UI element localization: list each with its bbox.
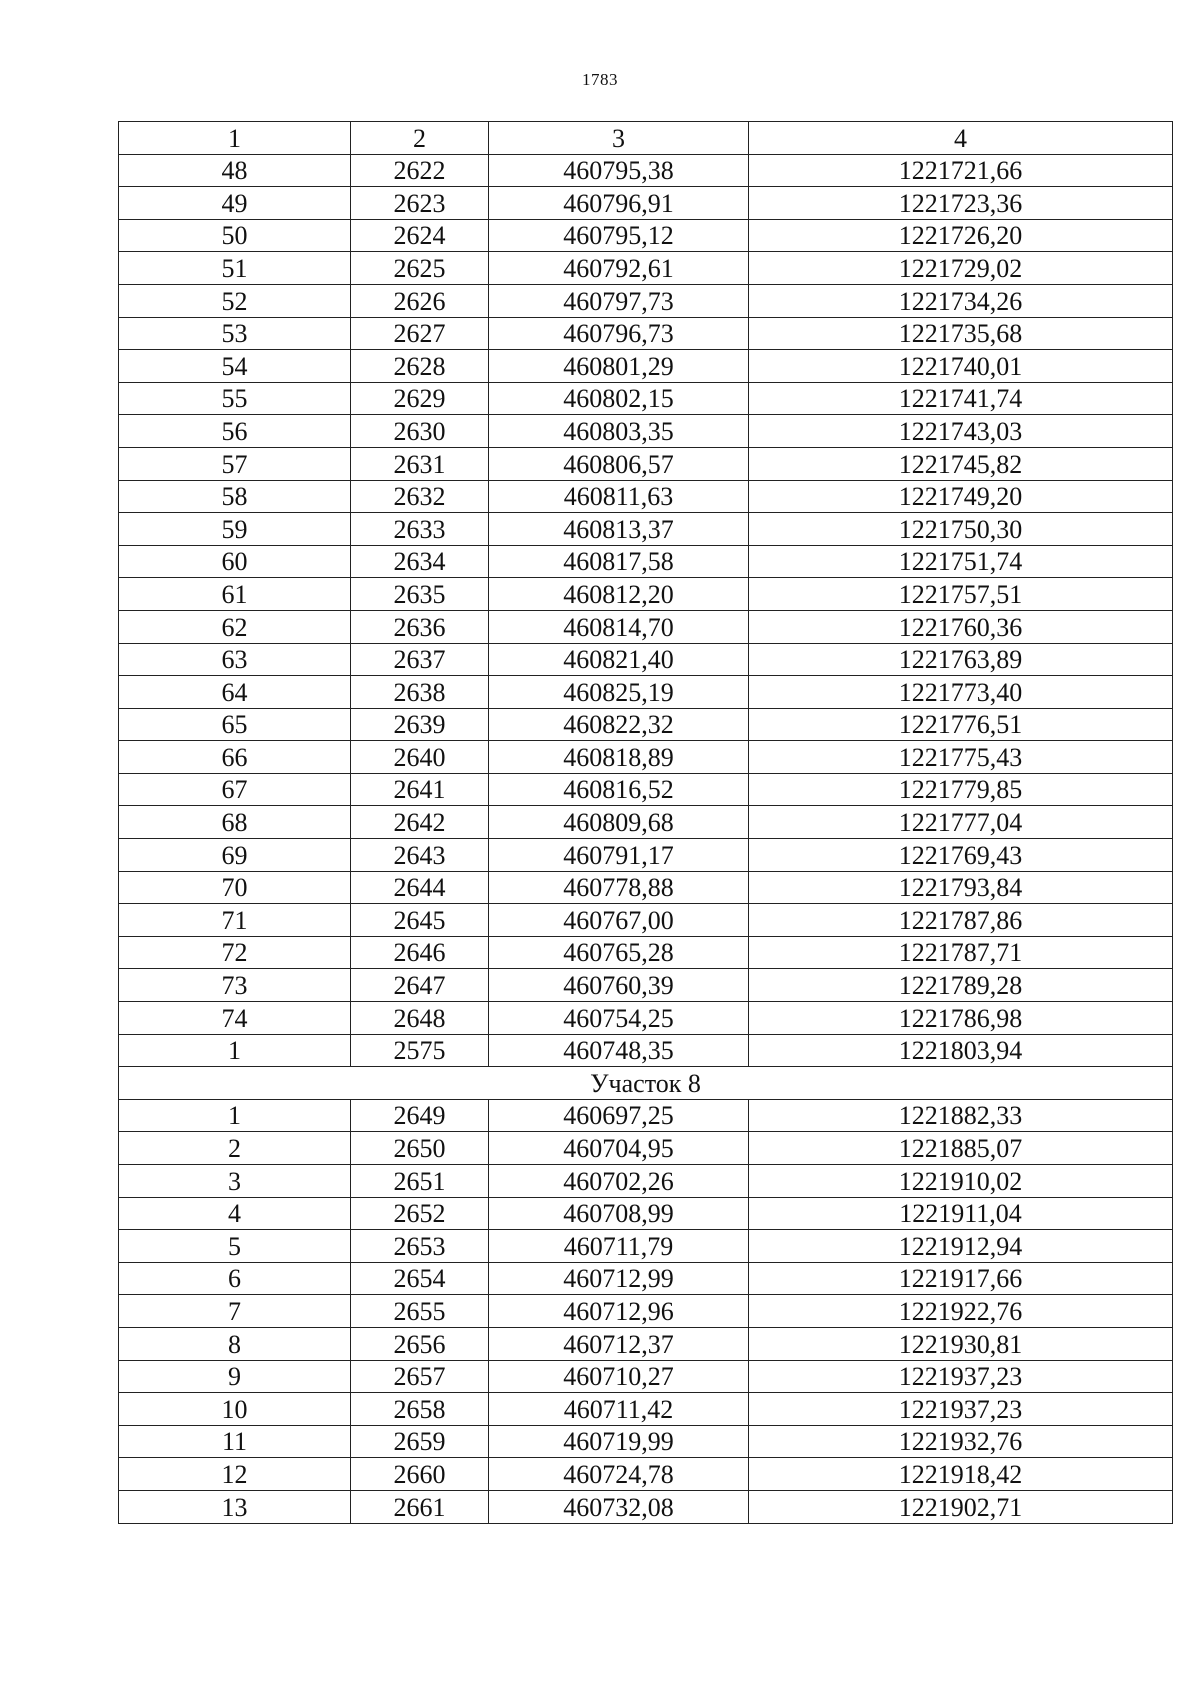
point-number-cell: 4 bbox=[119, 1197, 351, 1230]
table-row bbox=[119, 871, 1173, 904]
x-coordinate-cell: 460754,25 bbox=[489, 1002, 749, 1035]
table-row bbox=[119, 284, 1173, 317]
point-id-cell: 2575 bbox=[351, 1034, 489, 1067]
point-id-cell: 2637 bbox=[351, 643, 489, 676]
y-coordinate-cell: 1221779,85 bbox=[749, 773, 1173, 806]
y-coordinate-cell: 1221911,04 bbox=[749, 1197, 1173, 1230]
coordinates-table bbox=[118, 121, 1173, 1524]
point-number-cell: 51 bbox=[119, 252, 351, 285]
x-coordinate-cell: 460825,19 bbox=[489, 676, 749, 709]
point-id-cell: 2639 bbox=[351, 708, 489, 741]
point-id-cell: 2654 bbox=[351, 1262, 489, 1295]
x-coordinate-cell: 460710,27 bbox=[489, 1360, 749, 1393]
table-row bbox=[119, 1165, 1173, 1198]
point-number-cell: 8 bbox=[119, 1327, 351, 1360]
point-number-cell: 13 bbox=[119, 1490, 351, 1523]
point-id-cell: 2648 bbox=[351, 1002, 489, 1035]
y-coordinate-cell: 1221729,02 bbox=[749, 252, 1173, 285]
y-coordinate-cell: 1221750,30 bbox=[749, 513, 1173, 546]
point-number-cell: 63 bbox=[119, 643, 351, 676]
x-coordinate-cell: 460778,88 bbox=[489, 871, 749, 904]
table-row bbox=[119, 382, 1173, 415]
x-coordinate-cell: 460767,00 bbox=[489, 904, 749, 937]
header-row bbox=[119, 122, 1173, 155]
y-coordinate-cell: 1221763,89 bbox=[749, 643, 1173, 676]
point-id-cell: 2655 bbox=[351, 1295, 489, 1328]
x-coordinate-cell: 460719,99 bbox=[489, 1425, 749, 1458]
point-id-cell: 2661 bbox=[351, 1490, 489, 1523]
table-row bbox=[119, 676, 1173, 709]
point-id-cell: 2653 bbox=[351, 1230, 489, 1263]
point-id-cell: 2649 bbox=[351, 1099, 489, 1132]
table-row bbox=[119, 350, 1173, 383]
point-number-cell: 5 bbox=[119, 1230, 351, 1263]
y-coordinate-cell: 1221930,81 bbox=[749, 1327, 1173, 1360]
point-id-cell: 2632 bbox=[351, 480, 489, 513]
point-id-cell: 2659 bbox=[351, 1425, 489, 1458]
table-row bbox=[119, 1197, 1173, 1230]
point-number-cell: 62 bbox=[119, 610, 351, 643]
x-coordinate-cell: 460748,35 bbox=[489, 1034, 749, 1067]
x-coordinate-cell: 460816,52 bbox=[489, 773, 749, 806]
header-cell-2: 2 bbox=[351, 122, 489, 155]
header-cell-3: 3 bbox=[489, 122, 749, 155]
point-id-cell: 2652 bbox=[351, 1197, 489, 1230]
x-coordinate-cell: 460760,39 bbox=[489, 969, 749, 1002]
table-row bbox=[119, 480, 1173, 513]
point-number-cell: 60 bbox=[119, 545, 351, 578]
x-coordinate-cell: 460765,28 bbox=[489, 936, 749, 969]
x-coordinate-cell: 460712,37 bbox=[489, 1327, 749, 1360]
point-number-cell: 72 bbox=[119, 936, 351, 969]
point-id-cell: 2626 bbox=[351, 284, 489, 317]
x-coordinate-cell: 460822,32 bbox=[489, 708, 749, 741]
point-id-cell: 2631 bbox=[351, 447, 489, 480]
y-coordinate-cell: 1221726,20 bbox=[749, 219, 1173, 252]
header-cell-4: 4 bbox=[749, 122, 1173, 155]
point-id-cell: 2636 bbox=[351, 610, 489, 643]
point-id-cell: 2622 bbox=[351, 154, 489, 187]
y-coordinate-cell: 1221789,28 bbox=[749, 969, 1173, 1002]
x-coordinate-cell: 460712,96 bbox=[489, 1295, 749, 1328]
table-row bbox=[119, 415, 1173, 448]
table-row bbox=[119, 806, 1173, 839]
point-id-cell: 2644 bbox=[351, 871, 489, 904]
x-coordinate-cell: 460732,08 bbox=[489, 1490, 749, 1523]
section-row bbox=[119, 1067, 1173, 1100]
x-coordinate-cell: 460702,26 bbox=[489, 1165, 749, 1198]
table-row bbox=[119, 1425, 1173, 1458]
point-id-cell: 2651 bbox=[351, 1165, 489, 1198]
point-number-cell: 54 bbox=[119, 350, 351, 383]
y-coordinate-cell: 1221749,20 bbox=[749, 480, 1173, 513]
point-id-cell: 2656 bbox=[351, 1327, 489, 1360]
y-coordinate-cell: 1221937,23 bbox=[749, 1360, 1173, 1393]
x-coordinate-cell: 460796,91 bbox=[489, 187, 749, 220]
point-id-cell: 2625 bbox=[351, 252, 489, 285]
point-id-cell: 2658 bbox=[351, 1393, 489, 1426]
table-row bbox=[119, 1230, 1173, 1263]
table-row bbox=[119, 447, 1173, 480]
y-coordinate-cell: 1221910,02 bbox=[749, 1165, 1173, 1198]
x-coordinate-cell: 460818,89 bbox=[489, 741, 749, 774]
point-number-cell: 59 bbox=[119, 513, 351, 546]
point-id-cell: 2657 bbox=[351, 1360, 489, 1393]
x-coordinate-cell: 460809,68 bbox=[489, 806, 749, 839]
point-number-cell: 1 bbox=[119, 1099, 351, 1132]
point-id-cell: 2640 bbox=[351, 741, 489, 774]
table-row bbox=[119, 610, 1173, 643]
y-coordinate-cell: 1221723,36 bbox=[749, 187, 1173, 220]
table-row bbox=[119, 187, 1173, 220]
point-number-cell: 3 bbox=[119, 1165, 351, 1198]
x-coordinate-cell: 460803,35 bbox=[489, 415, 749, 448]
x-coordinate-cell: 460812,20 bbox=[489, 578, 749, 611]
x-coordinate-cell: 460792,61 bbox=[489, 252, 749, 285]
point-number-cell: 74 bbox=[119, 1002, 351, 1035]
point-number-cell: 71 bbox=[119, 904, 351, 937]
point-id-cell: 2628 bbox=[351, 350, 489, 383]
table-row bbox=[119, 1132, 1173, 1165]
x-coordinate-cell: 460802,15 bbox=[489, 382, 749, 415]
table-row bbox=[119, 1490, 1173, 1523]
y-coordinate-cell: 1221917,66 bbox=[749, 1262, 1173, 1295]
y-coordinate-cell: 1221721,66 bbox=[749, 154, 1173, 187]
y-coordinate-cell: 1221735,68 bbox=[749, 317, 1173, 350]
x-coordinate-cell: 460711,42 bbox=[489, 1393, 749, 1426]
y-coordinate-cell: 1221922,76 bbox=[749, 1295, 1173, 1328]
x-coordinate-cell: 460795,38 bbox=[489, 154, 749, 187]
table-row bbox=[119, 219, 1173, 252]
x-coordinate-cell: 460712,99 bbox=[489, 1262, 749, 1295]
table-row bbox=[119, 1393, 1173, 1426]
point-number-cell: 57 bbox=[119, 447, 351, 480]
point-id-cell: 2643 bbox=[351, 839, 489, 872]
x-coordinate-cell: 460791,17 bbox=[489, 839, 749, 872]
x-coordinate-cell: 460813,37 bbox=[489, 513, 749, 546]
header-cell-1: 1 bbox=[119, 122, 351, 155]
table-row bbox=[119, 708, 1173, 741]
point-id-cell: 2641 bbox=[351, 773, 489, 806]
table-body bbox=[119, 122, 1173, 1524]
y-coordinate-cell: 1221741,74 bbox=[749, 382, 1173, 415]
point-number-cell: 48 bbox=[119, 154, 351, 187]
y-coordinate-cell: 1221786,98 bbox=[749, 1002, 1173, 1035]
table-row bbox=[119, 969, 1173, 1002]
y-coordinate-cell: 1221769,43 bbox=[749, 839, 1173, 872]
point-id-cell: 2645 bbox=[351, 904, 489, 937]
point-id-cell: 2634 bbox=[351, 545, 489, 578]
x-coordinate-cell: 460811,63 bbox=[489, 480, 749, 513]
point-number-cell: 7 bbox=[119, 1295, 351, 1328]
y-coordinate-cell: 1221773,40 bbox=[749, 676, 1173, 709]
x-coordinate-cell: 460711,79 bbox=[489, 1230, 749, 1263]
point-id-cell: 2650 bbox=[351, 1132, 489, 1165]
x-coordinate-cell: 460796,73 bbox=[489, 317, 749, 350]
table-row bbox=[119, 1458, 1173, 1491]
table-row bbox=[119, 1262, 1173, 1295]
table-row bbox=[119, 904, 1173, 937]
point-number-cell: 2 bbox=[119, 1132, 351, 1165]
point-number-cell: 50 bbox=[119, 219, 351, 252]
y-coordinate-cell: 1221787,86 bbox=[749, 904, 1173, 937]
y-coordinate-cell: 1221745,82 bbox=[749, 447, 1173, 480]
point-id-cell: 2623 bbox=[351, 187, 489, 220]
table-row bbox=[119, 545, 1173, 578]
table-row bbox=[119, 578, 1173, 611]
section-label: Участок 8 bbox=[119, 1067, 1173, 1100]
x-coordinate-cell: 460806,57 bbox=[489, 447, 749, 480]
point-number-cell: 6 bbox=[119, 1262, 351, 1295]
y-coordinate-cell: 1221740,01 bbox=[749, 350, 1173, 383]
table-row bbox=[119, 513, 1173, 546]
table-row bbox=[119, 643, 1173, 676]
point-number-cell: 64 bbox=[119, 676, 351, 709]
y-coordinate-cell: 1221885,07 bbox=[749, 1132, 1173, 1165]
y-coordinate-cell: 1221882,33 bbox=[749, 1099, 1173, 1132]
point-number-cell: 10 bbox=[119, 1393, 351, 1426]
point-number-cell: 9 bbox=[119, 1360, 351, 1393]
x-coordinate-cell: 460797,73 bbox=[489, 284, 749, 317]
point-id-cell: 2660 bbox=[351, 1458, 489, 1491]
y-coordinate-cell: 1221775,43 bbox=[749, 741, 1173, 774]
table-row bbox=[119, 317, 1173, 350]
x-coordinate-cell: 460801,29 bbox=[489, 350, 749, 383]
table-row bbox=[119, 1295, 1173, 1328]
y-coordinate-cell: 1221918,42 bbox=[749, 1458, 1173, 1491]
point-number-cell: 11 bbox=[119, 1425, 351, 1458]
point-number-cell: 69 bbox=[119, 839, 351, 872]
point-id-cell: 2629 bbox=[351, 382, 489, 415]
y-coordinate-cell: 1221776,51 bbox=[749, 708, 1173, 741]
x-coordinate-cell: 460708,99 bbox=[489, 1197, 749, 1230]
point-id-cell: 2638 bbox=[351, 676, 489, 709]
y-coordinate-cell: 1221787,71 bbox=[749, 936, 1173, 969]
x-coordinate-cell: 460817,58 bbox=[489, 545, 749, 578]
y-coordinate-cell: 1221937,23 bbox=[749, 1393, 1173, 1426]
x-coordinate-cell: 460724,78 bbox=[489, 1458, 749, 1491]
point-number-cell: 53 bbox=[119, 317, 351, 350]
point-id-cell: 2627 bbox=[351, 317, 489, 350]
table-row bbox=[119, 1327, 1173, 1360]
x-coordinate-cell: 460704,95 bbox=[489, 1132, 749, 1165]
table-row bbox=[119, 252, 1173, 285]
point-number-cell: 49 bbox=[119, 187, 351, 220]
page-number: 1783 bbox=[582, 70, 618, 89]
y-coordinate-cell: 1221803,94 bbox=[749, 1034, 1173, 1067]
table-row bbox=[119, 154, 1173, 187]
point-id-cell: 2630 bbox=[351, 415, 489, 448]
point-number-cell: 70 bbox=[119, 871, 351, 904]
y-coordinate-cell: 1221760,36 bbox=[749, 610, 1173, 643]
table-row bbox=[119, 1034, 1173, 1067]
point-id-cell: 2642 bbox=[351, 806, 489, 839]
x-coordinate-cell: 460697,25 bbox=[489, 1099, 749, 1132]
y-coordinate-cell: 1221777,04 bbox=[749, 806, 1173, 839]
y-coordinate-cell: 1221757,51 bbox=[749, 578, 1173, 611]
point-number-cell: 61 bbox=[119, 578, 351, 611]
point-number-cell: 56 bbox=[119, 415, 351, 448]
point-number-cell: 73 bbox=[119, 969, 351, 1002]
point-number-cell: 12 bbox=[119, 1458, 351, 1491]
y-coordinate-cell: 1221932,76 bbox=[749, 1425, 1173, 1458]
y-coordinate-cell: 1221912,94 bbox=[749, 1230, 1173, 1263]
table-row bbox=[119, 1002, 1173, 1035]
point-number-cell: 68 bbox=[119, 806, 351, 839]
y-coordinate-cell: 1221751,74 bbox=[749, 545, 1173, 578]
table-row bbox=[119, 936, 1173, 969]
table-row bbox=[119, 741, 1173, 774]
point-number-cell: 52 bbox=[119, 284, 351, 317]
y-coordinate-cell: 1221734,26 bbox=[749, 284, 1173, 317]
point-number-cell: 58 bbox=[119, 480, 351, 513]
point-id-cell: 2633 bbox=[351, 513, 489, 546]
x-coordinate-cell: 460821,40 bbox=[489, 643, 749, 676]
point-id-cell: 2646 bbox=[351, 936, 489, 969]
y-coordinate-cell: 1221793,84 bbox=[749, 871, 1173, 904]
table-row bbox=[119, 773, 1173, 806]
y-coordinate-cell: 1221743,03 bbox=[749, 415, 1173, 448]
point-id-cell: 2635 bbox=[351, 578, 489, 611]
point-id-cell: 2647 bbox=[351, 969, 489, 1002]
point-id-cell: 2624 bbox=[351, 219, 489, 252]
point-number-cell: 66 bbox=[119, 741, 351, 774]
table-row bbox=[119, 1360, 1173, 1393]
table-row bbox=[119, 839, 1173, 872]
table-row bbox=[119, 1099, 1173, 1132]
point-number-cell: 65 bbox=[119, 708, 351, 741]
y-coordinate-cell: 1221902,71 bbox=[749, 1490, 1173, 1523]
x-coordinate-cell: 460795,12 bbox=[489, 219, 749, 252]
point-number-cell: 67 bbox=[119, 773, 351, 806]
point-number-cell: 1 bbox=[119, 1034, 351, 1067]
point-number-cell: 55 bbox=[119, 382, 351, 415]
x-coordinate-cell: 460814,70 bbox=[489, 610, 749, 643]
